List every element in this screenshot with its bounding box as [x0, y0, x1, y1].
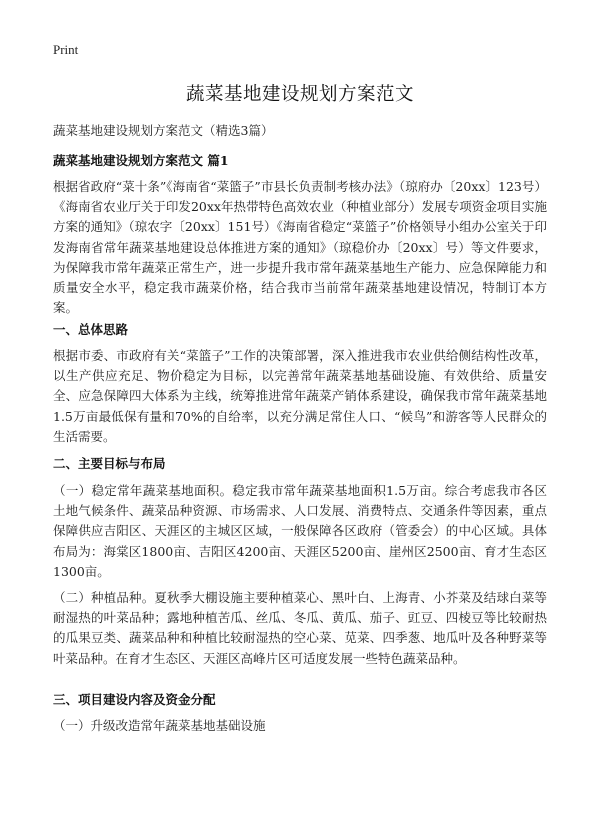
section1-paragraph: 根据市委、市政府有关“菜篮子”工作的决策部署，深入推进我市农业供给侧结构性改革，以生产供应充足、物价稳定为目标，以完善常年蔬菜基地基础设施、有效供给、质量安全、应急保障四大体系为主线，统筹推进常年蔬菜产销体系建设，确保我市常年蔬菜基地1.5万亩最低保有量和70%的自给率，以充分满足常住人口、“候鸟”和游客等人民群众的生活需要。 [53, 348, 547, 444]
section-heading-goals-layout: 二、主要目标与布局 [53, 456, 166, 471]
section-heading-projects-funding: 三、项目建设内容及资金分配 [53, 692, 216, 707]
section-heading-overall-approach: 一、总体思路 [53, 322, 129, 337]
print-link[interactable]: Print [53, 42, 79, 57]
page-title: 蔬菜基地建设规划方案范文 [185, 84, 414, 105]
section3-paragraph-infrastructure: （一）升级改造常年蔬菜基地基础设施 [53, 718, 266, 733]
section2-paragraph-area: （一）稳定常年蔬菜基地面积。稳定我市常年蔬菜基地面积1.5万亩。综合考虑我市各区土地气候条件、蔬菜品种资源、市场需求、人口发展、消费特点、交通条件等因素，重点保障供应吉阳区、天涯区的主城区区域，一般保障各区政府（管委会）的中心区域。具体布局为：海棠区1800亩、吉阳区4200亩、天涯区5200亩、崖州区2500亩、育才生态区1300亩。 [53, 483, 547, 579]
section2-paragraph-varieties: （二）种植品种。夏秋季大棚设施主要种植菜心、黑叶白、上海青、小芥菜及结球白菜等耐湿热的叶菜品种；露地种植苦瓜、丝瓜、冬瓜、黄瓜、茄子、豇豆、四棱豆等比较耐热的瓜果豆类、蔬菜品种和种植比较耐湿热的空心菜、苋菜、四季葱、地瓜叶及各种野菜等叶菜品种。在育才生态区、天涯区高峰片区可适度发展一些特色蔬菜品种。 [53, 590, 547, 666]
chapter-heading: 蔬菜基地建设规划方案范文 篇1 [53, 153, 229, 168]
intro-paragraph: 根据省政府“菜十条”《海南省“菜篮子”市县长负责制考核办法》（琼府办〔20xx〕123号）《海南省农业厅关于印发20xx年热带特色高效农业（种植业部分）发展专项资金项目实施方案的通知》（琼农字〔20xx〕151号）《海南省稳定“菜篮子”价格领导小组办公室关于印发海南省常年蔬菜基地建设总体推进方案的通知》（琼稳价办〔20xx〕号）等文件要求，为保障我市常年蔬菜正常生产，进一步提升我市常年蔬菜基地生产能力、应急保障能力和质量安全水平，稳定我市蔬菜价格，结合我市当前常年蔬菜基地建设情况，特制订本方案。 [53, 179, 547, 316]
document-subtitle: 蔬菜基地建设规划方案范文（精选3篇） [53, 123, 274, 138]
